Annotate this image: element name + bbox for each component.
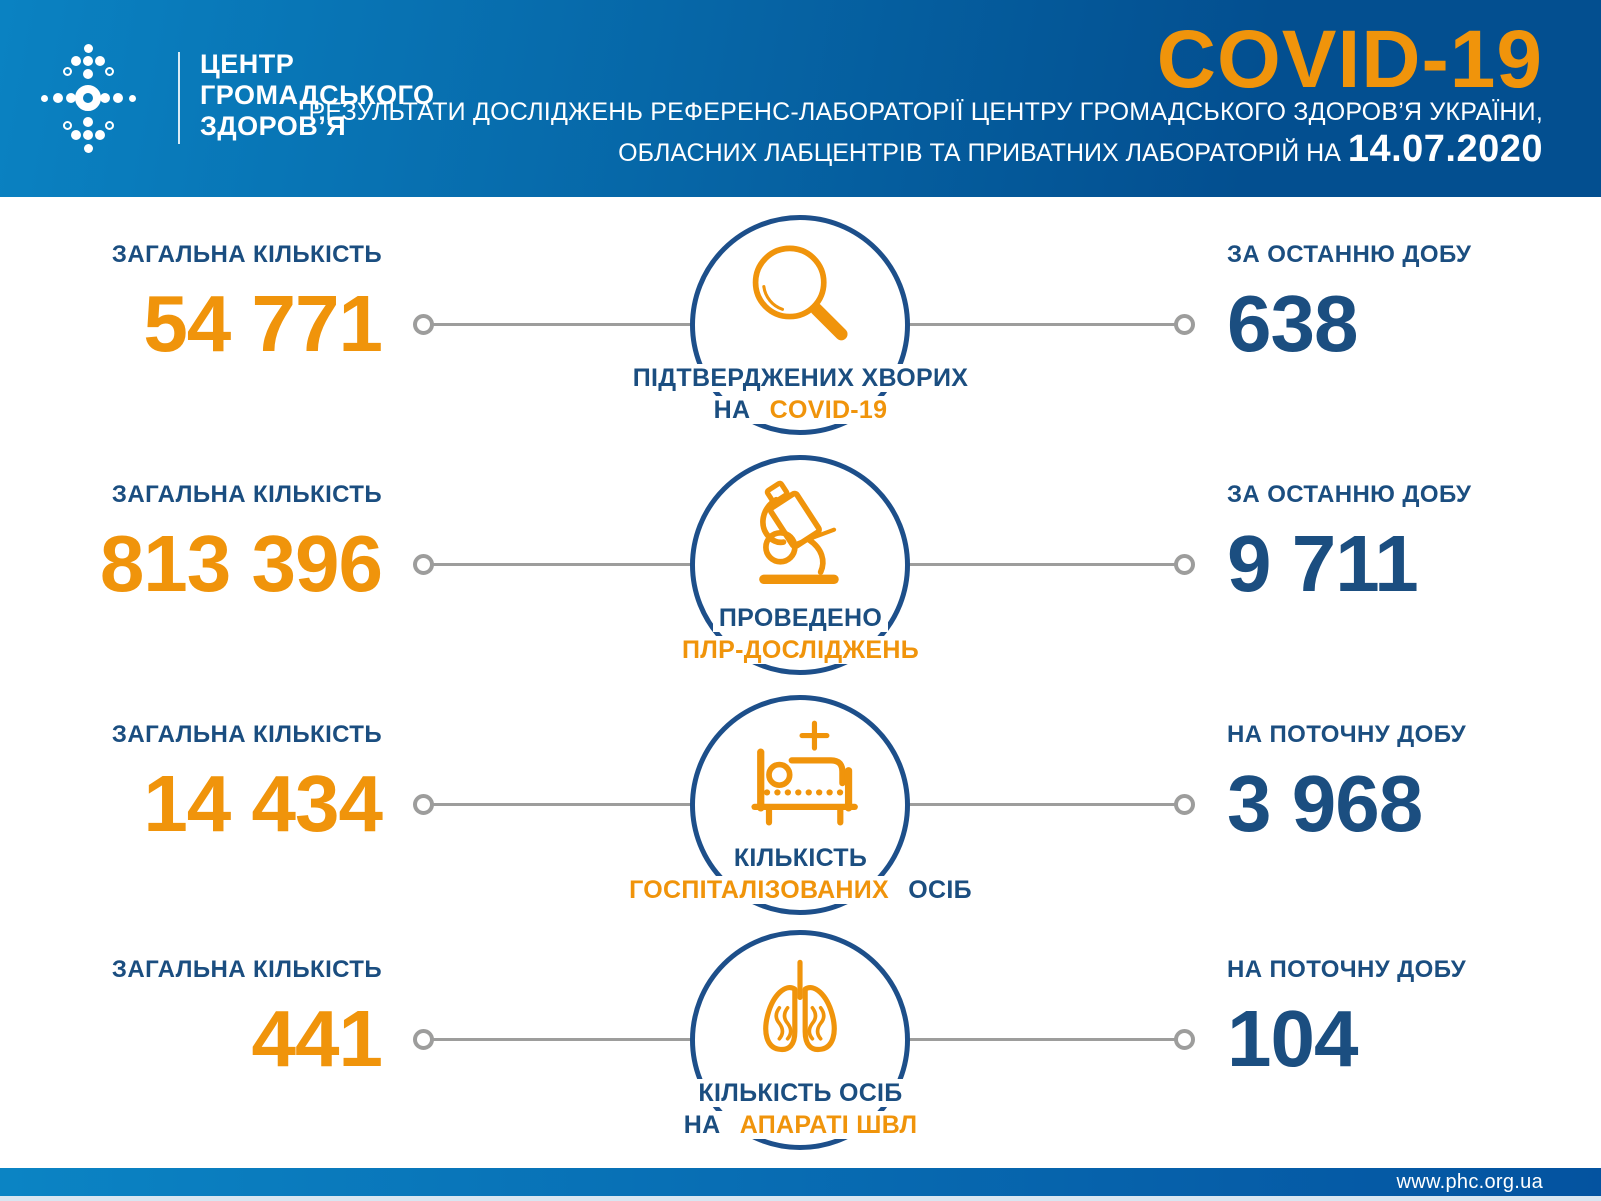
logo-separator	[178, 52, 180, 144]
logo-dot	[95, 130, 105, 140]
total-value: 813 396	[99, 519, 382, 608]
logo-dot	[71, 56, 81, 66]
report-date: 14.07.2020	[1347, 128, 1543, 170]
connector-line	[433, 323, 691, 326]
caption-text: НА	[678, 1111, 734, 1139]
connector-line	[433, 563, 691, 566]
logo-dot	[83, 56, 93, 66]
stat-row-confirmed	[0, 210, 1601, 440]
daily-value: 3 968	[1227, 759, 1423, 848]
daily-label: НА ПОТОЧНУ ДОБУ	[1227, 721, 1467, 748]
total-value: 441	[251, 994, 382, 1083]
bottom-strip	[0, 1196, 1601, 1201]
circle-caption	[0, 603, 1601, 633]
logo-dot	[71, 130, 81, 140]
daily-label: ЗА ОСТАННЮ ДОБУ	[1227, 481, 1472, 508]
connector-dot	[1174, 1029, 1195, 1050]
logo-dot	[129, 95, 136, 102]
total-label: ЗАГАЛЬНА КІЛЬКІСТЬ	[111, 481, 382, 508]
circle-caption	[0, 635, 1601, 665]
caption-text: ПРОВЕДЕНО	[713, 604, 888, 632]
header-band	[0, 0, 1601, 197]
connector-dot	[413, 554, 434, 575]
daily-value: 104	[1227, 994, 1358, 1083]
caption-text: ПІДТВЕРДЖЕНИХ ХВОРИХ	[627, 364, 974, 392]
connector-dot	[413, 794, 434, 815]
logo-line-3: ЗДОРОВ’Я	[200, 111, 347, 141]
connector-line	[433, 1038, 691, 1041]
logo-hollow-dot	[105, 121, 114, 130]
logo-dot	[100, 93, 110, 103]
caption-text: АПАРАТІ ШВЛ	[734, 1111, 924, 1139]
caption-text: КІЛЬКІСТЬ	[728, 844, 873, 872]
total-label: ЗАГАЛЬНА КІЛЬКІСТЬ	[111, 956, 382, 983]
logo-dot	[95, 56, 105, 66]
logo-hollow-dot	[105, 67, 114, 76]
daily-value: 9 711	[1227, 519, 1418, 608]
microscope-icon	[738, 477, 862, 601]
magnifier-icon	[738, 237, 862, 361]
connector-line	[909, 803, 1175, 806]
logo-wordmark	[200, 49, 435, 142]
connector-line	[909, 323, 1175, 326]
daily-label: ЗА ОСТАННЮ ДОБУ	[1227, 241, 1472, 268]
connector-line	[909, 563, 1175, 566]
logo-dot	[83, 130, 93, 140]
connector-dot	[1174, 794, 1195, 815]
total-value: 54 771	[143, 279, 382, 368]
total-value: 14 434	[143, 759, 382, 848]
circle-caption	[0, 875, 1601, 905]
logo-line-2: ГРОМАДСЬКОГО	[200, 80, 435, 110]
logo-hollow-dot	[63, 67, 72, 76]
footer-band	[0, 1168, 1601, 1196]
page-title: COVID-19	[1156, 14, 1543, 105]
caption-text: ГОСПІТАЛІЗОВАНИХ	[623, 876, 895, 904]
lungs-icon	[738, 952, 862, 1076]
subtitle-line-2-text: ОБЛАСНИХ ЛАБЦЕНТРІВ ТА ПРИВАТНИХ ЛАБОРАТОРІЙ НА	[618, 139, 1348, 167]
circle-caption	[0, 843, 1601, 873]
caption-text: ПЛР-ДОСЛІДЖЕНЬ	[676, 636, 925, 664]
logo-dot	[83, 69, 93, 79]
logo-dot	[84, 44, 93, 53]
total-label: ЗАГАЛЬНА КІЛЬКІСТЬ	[111, 241, 382, 268]
stat-row-hospitalized	[0, 690, 1601, 920]
logo-dot	[41, 95, 48, 102]
daily-label: НА ПОТОЧНУ ДОБУ	[1227, 956, 1467, 983]
circle-caption	[0, 395, 1601, 425]
hospital-bed-icon	[738, 717, 862, 841]
logo-dot	[83, 117, 93, 127]
phc-logo-ring-icon	[75, 85, 101, 111]
subtitle-line-2	[618, 128, 1543, 171]
logo-dot	[84, 144, 93, 153]
connector-dot	[1174, 554, 1195, 575]
caption-text: НА	[708, 396, 764, 424]
connector-dot	[1174, 314, 1195, 335]
total-label: ЗАГАЛЬНА КІЛЬКІСТЬ	[111, 721, 382, 748]
logo-hollow-dot	[63, 121, 72, 130]
daily-value: 638	[1227, 279, 1358, 368]
subtitle-line-1: РЕЗУЛЬТАТИ ДОСЛІДЖЕНЬ РЕФЕРЕНС-ЛАБОРАТОРІЇ ЦЕНТРУ ГРОМАДСЬКОГО ЗДОРОВ’Я УКРАЇНИ,	[308, 98, 1543, 126]
caption-text: КІЛЬКІСТЬ ОСІБ	[692, 1079, 908, 1107]
connector-line	[909, 1038, 1175, 1041]
caption-text: ОСІБ	[895, 876, 978, 904]
logo-line-1: ЦЕНТР	[200, 49, 295, 79]
connector-dot	[413, 1029, 434, 1050]
footer-url: www.phc.org.ua	[1396, 1171, 1543, 1193]
circle-caption	[0, 1078, 1601, 1108]
logo-dot	[53, 93, 63, 103]
stat-row-ventilated	[0, 925, 1601, 1155]
caption-text: COVID-19	[764, 396, 894, 424]
connector-line	[433, 803, 691, 806]
circle-caption	[0, 1110, 1601, 1140]
connector-dot	[413, 314, 434, 335]
logo-dot	[113, 93, 123, 103]
stat-row-pcr-tests	[0, 450, 1601, 680]
circle-caption	[0, 363, 1601, 393]
phc-logo	[24, 34, 152, 162]
